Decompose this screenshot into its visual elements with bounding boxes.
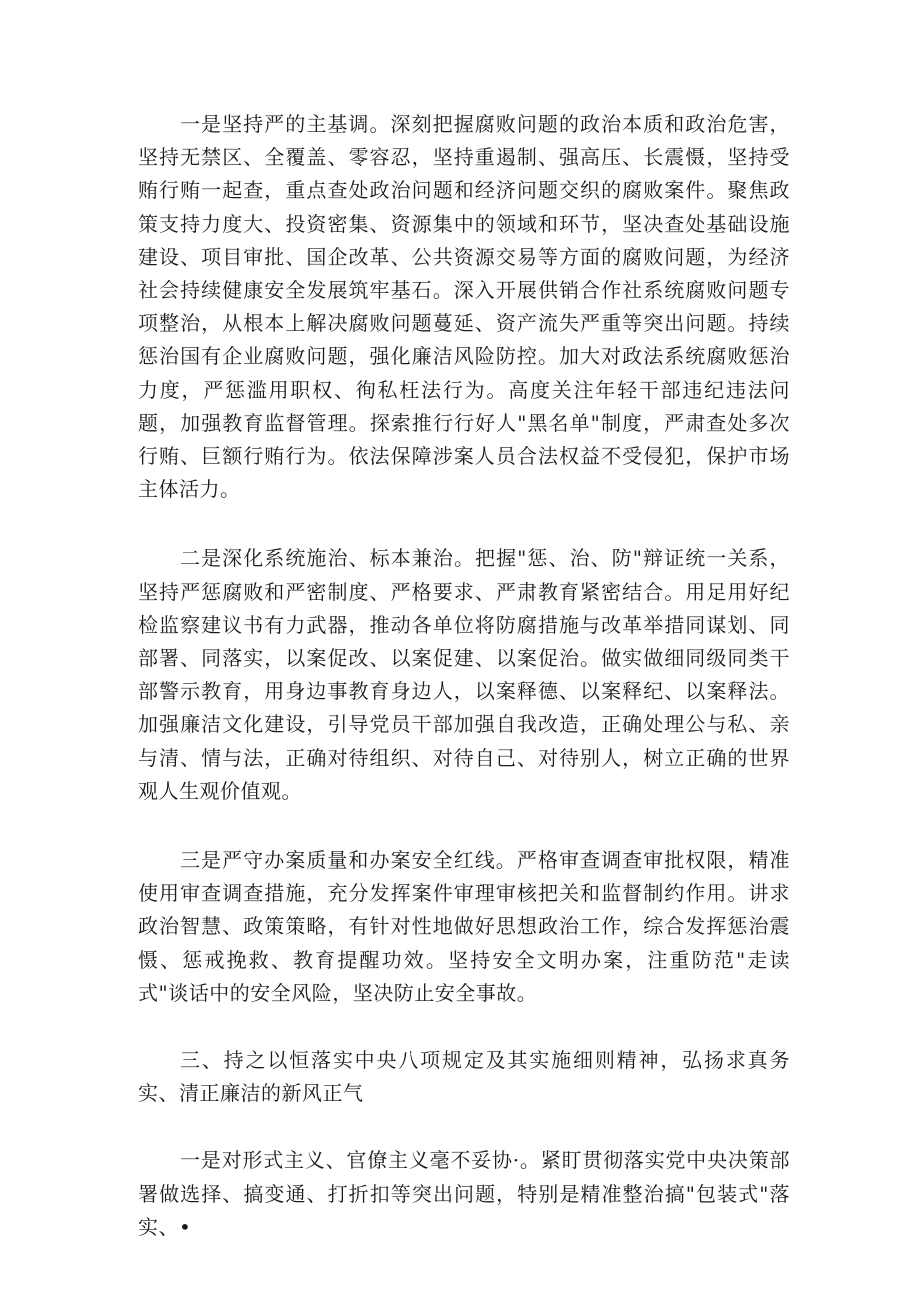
paragraph-formalism: 一是对形式主义、官僚主义毫不妥协·。紧盯贯彻落实党中央决策部署做选择、搞变通、打折扣等突出问题，特别是精准整治搞"包装式"落实、• <box>138 1148 790 1239</box>
paragraph-case-quality: 三是严守办案质量和办案安全红线。严格审查调查审批权限，精准使用审查调查措施，充分发挥案件审理审核把关和监督制约作用。讲求政治智慧、政策策略，有针对性地做好思想政治工作，综合发挥惩治震慑、惩戒挽救、教育提醒功效。坚持安全文明办案，注重防范"走读式"谈话中的安全风险，坚决防止安全事故。 <box>138 848 790 1005</box>
document-page <box>138 108 790 1244</box>
paragraph-gap <box>138 1110 790 1144</box>
paragraph-gap <box>138 506 790 542</box>
paragraph-gap <box>138 808 790 844</box>
section-heading-eight-regulations: 三、持之以恒落实中央八项规定及其实施细则精神，弘扬求真务实、清正廉洁的新风正气 <box>138 1048 790 1106</box>
paragraph-gap <box>138 1010 790 1044</box>
paragraph-systemic-governance: 二是深化系统施治、标本兼治。把握"惩、治、防"辩证统一关系，坚持严惩腐败和严密制度、严格要求、严肃教育紧密结合。用足用好纪检监察建议书有力武器，推动各单位将防腐措施与改革举措同谋划、同部署、同落实，以案促改、以案促建、以案促治。做实做细同级同类干部警示教育，用身边事教育身边人，以案释德、以案释纪、以案释法。加强廉洁文化建设，引导党员干部加强自我改造，正确处理公与私、亲与清、情与法，正确对待组织、对待自己、对待别人，树立正确的世界观人生观价值观。 <box>138 546 790 803</box>
paragraph-strict-tone: 一是坚持严的主基调。深刻把握腐败问题的政治本质和政治危害，坚持无禁区、全覆盖、零容忍，坚持重遏制、强高压、长震慑，坚持受贿行贿一起查，重点查处政治问题和经济问题交织的腐败案件。聚焦政策支持力度大、投资密集、资源集中的领域和环节，坚决查处基础设施建设、项目审批、国企改革、公共资源交易等方面的腐败问题，为经济社会持续健康安全发展筑牢基石。深入开展供销合作社系统腐败问题专项整治，从根本上解决腐败问题蔓延、资产流失严重等突出问题。持续惩治国有企业腐败问题，强化廉洁风险防控。加大对政法系统腐败惩治力度，严惩滥用职权、徇私枉法行为。高度关注年轻干部违纪违法问题，加强教育监督管理。探索推行行好人"黑名单"制度，严肃查处多次行贿、巨额行贿行为。依法保障涉案人员合法权益不受侵犯，保护市场主体活力。 <box>138 112 790 502</box>
